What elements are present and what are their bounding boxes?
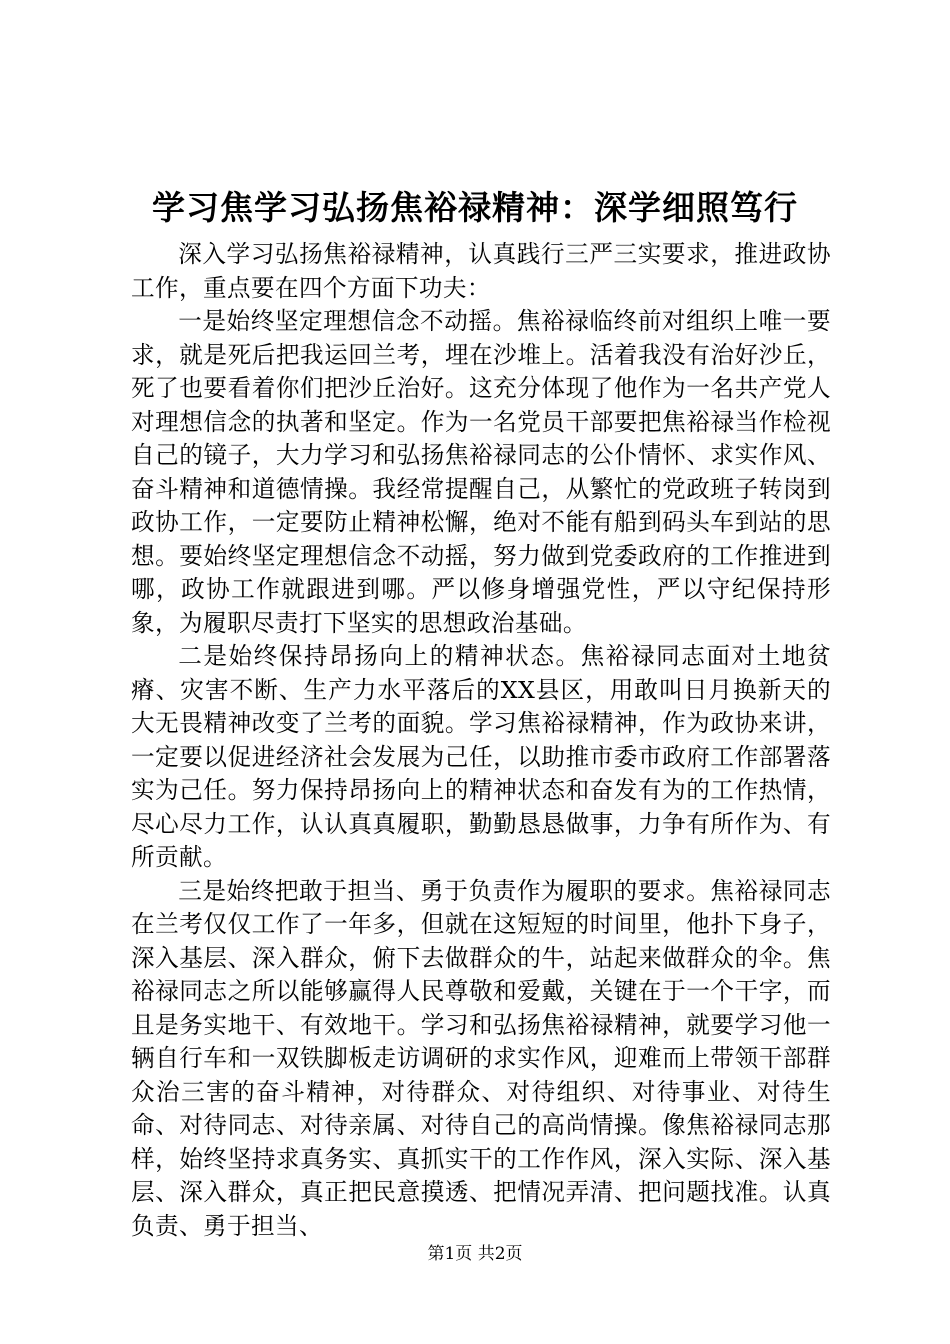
page-number-footer: 第1页 共2页	[427, 1244, 523, 1264]
paragraph-intro: 深入学习弘扬焦裕禄精神，认真践行三严三实要求，推进政协工作，重点要在四个方面下功夫：	[131, 240, 831, 302]
paragraph-point-one: 一是始终坚定理想信念不动摇。焦裕禄临终前对组织上唯一要求，就是死后把我运回兰考，埋在沙堆上。活着我没有治好沙丘，死了也要看着你们把沙丘治好。这充分体现了他作为一名共产党人对理想信念的执著和坚定。作为一名党员干部要把焦裕禄当作检视自己的镜子，大力学习和弘扬焦裕禄同志的公仆情怀、求实作风、奋斗精神和道德情操。我经常提醒自己，从繁忙的党政班子转岗到政协工作，一定要防止精神松懈，绝对不能有船到码头车到站的思想。要始终坚定理想信念不动摇，努力做到党委政府的工作推进到哪，政协工作就跟进到哪。严以修身增强党性，严以守纪保持形象，为履职尽责打下坚实的思想政治基础。	[131, 307, 831, 637]
document-title: 学习焦学习弘扬焦裕禄精神：深学细照笃行	[152, 188, 798, 227]
paragraph-point-two: 二是始终保持昂扬向上的精神状态。焦裕禄同志面对土地贫瘠、灾害不断、生产力水平落后的XX县区，用敢叫日月换新天的大无畏精神改变了兰考的面貌。学习焦裕禄精神，作为政协来讲，一定要以促进经济社会发展为己任，以助推市委市政府工作部署落实为己任。努力保持昂扬向上的精神状态和奋发有为的工作热情，尽心尽力工作，认认真真履职，勤勤恳恳做事，力争有所作为、有所贡献。	[131, 642, 831, 871]
document-body	[131, 238, 831, 1243]
paragraph-point-three: 三是始终把敢于担当、勇于负责作为履职的要求。焦裕禄同志在兰考仅仅工作了一年多，但就在这短短的时间里，他扑下身子，深入基层、深入群众，俯下去做群众的牛，站起来做群众的伞。焦裕禄同志之所以能够赢得人民尊敬和爱戴，关键在于一个干字，而且是务实地干、有效地干。学习和弘扬焦裕禄精神，就要学习他一辆自行车和一双铁脚板走访调研的求实作风，迎难而上带领干部群众治三害的奋斗精神，对待群众、对待组织、对待事业、对待生命、对待同志、对待亲属、对待自己的高尚情操。像焦裕禄同志那样，始终坚持求真务实、真抓实干的工作作风，深入实际、深入基层、深入群众，真正把民意摸透、把情况弄清、把问题找准。认真负责、勇于担当、	[131, 876, 831, 1240]
